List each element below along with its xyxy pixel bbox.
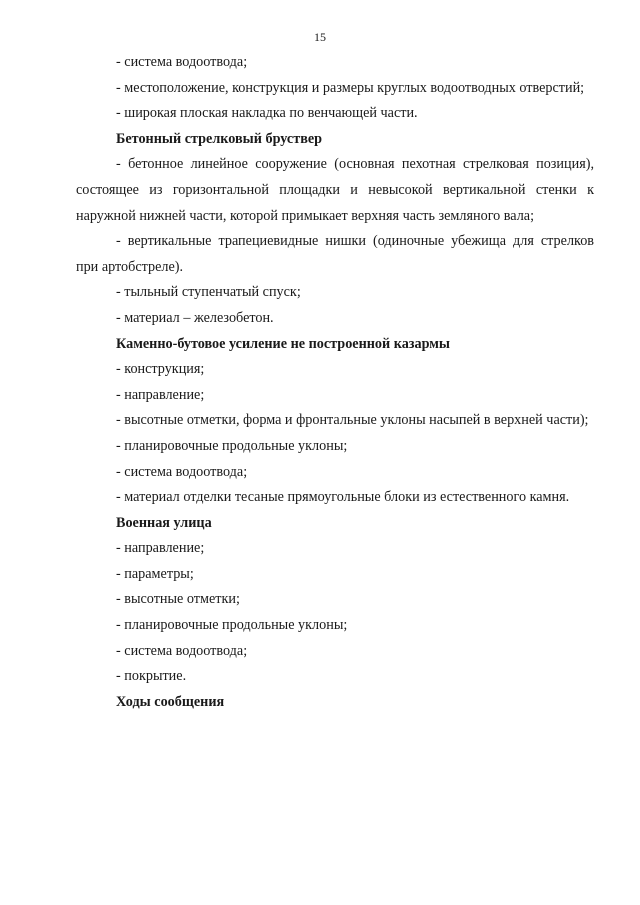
- document-body: [76, 50, 594, 715]
- list-item: - направление;: [116, 540, 205, 557]
- section-heading: Каменно-бутовое усиление не построенной казармы: [116, 335, 451, 352]
- section-heading: Военная улица: [116, 514, 212, 531]
- list-item: - высотные отметки, форма и фронтальные уклоны насыпей в верхней части);: [116, 412, 589, 429]
- list-item: - местоположение, конструкция и размеры круглых водоотводных отверстий;: [116, 79, 585, 96]
- list-item: - планировочные продольные уклоны;: [116, 617, 348, 634]
- page-number: 15: [314, 30, 326, 44]
- list-item: - направление;: [116, 386, 205, 403]
- list-item: - материал отделки тесаные прямоугольные блоки из естественного камня.: [116, 489, 570, 506]
- list-item: - материал – железобетон.: [116, 309, 274, 326]
- section-heading: Бетонный стрелковый бруствер: [116, 130, 323, 147]
- list-item: - вертикальные трапециевидные нишки (одиночные убежища для стрелков при артобстреле).: [76, 233, 594, 275]
- list-item: - тыльный ступенчатый спуск;: [116, 284, 301, 301]
- list-item: - широкая плоская накладка по венчающей части.: [116, 105, 418, 122]
- list-item: - планировочные продольные уклоны;: [116, 437, 348, 454]
- list-item: - конструкция;: [116, 361, 205, 378]
- list-item: - система водоотвода;: [116, 642, 248, 659]
- list-item: - высотные отметки;: [116, 591, 240, 608]
- list-item: - бетонное линейное сооружение (основная пехотная стрелковая позиция), состоящее из горизонтальной площадки и невысокой вертикальной стенки к наружной нижней части, которой примыкает верхняя часть земляного вала;: [76, 156, 594, 224]
- list-item: - параметры;: [116, 565, 194, 582]
- list-item: - покрытие.: [116, 668, 187, 685]
- section-heading: Ходы сообщения: [116, 693, 225, 710]
- list-item: - система водоотвода;: [116, 54, 248, 70]
- list-item: - система водоотвода;: [116, 463, 248, 480]
